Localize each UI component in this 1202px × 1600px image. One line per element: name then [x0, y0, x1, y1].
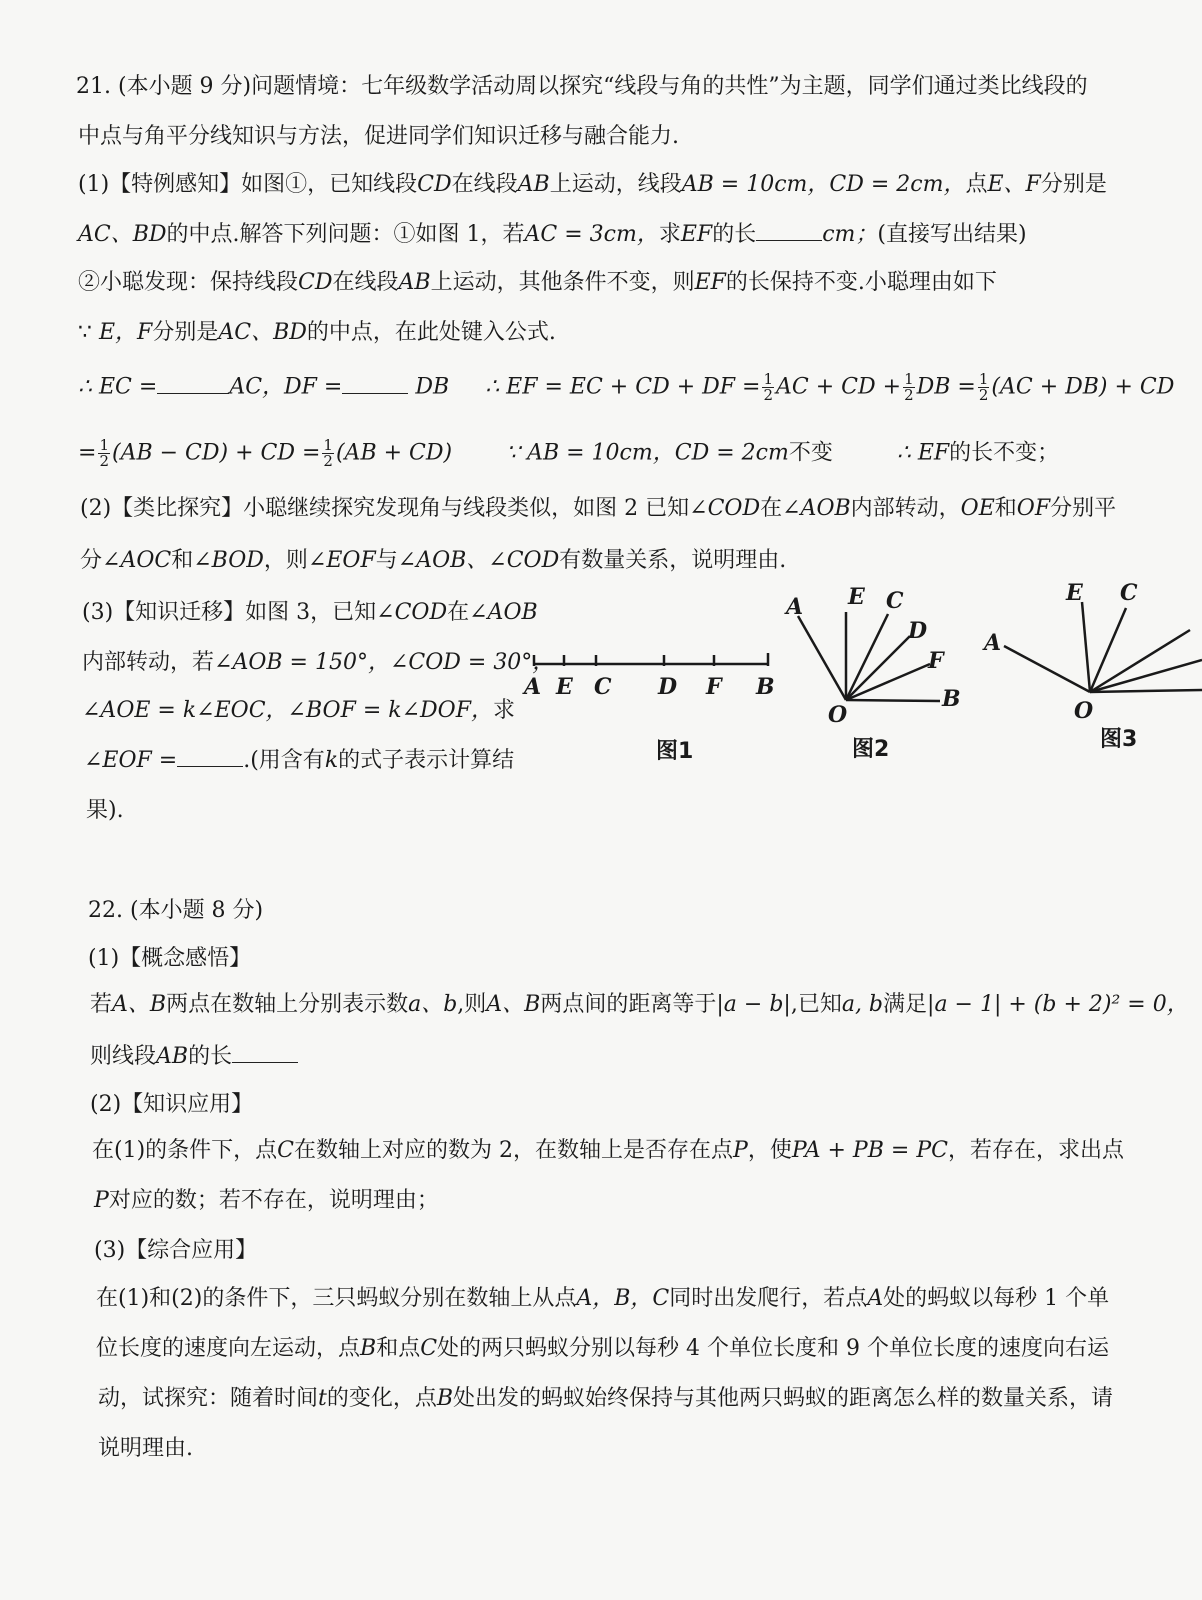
q21-line-15: 果).: [86, 798, 124, 823]
q22-part1-line-2: 则线段AB的长: [90, 1042, 298, 1072]
q22-heading: 22. (本小题 8 分): [88, 898, 264, 923]
q21-line-5: ②小聪发现：保持线段CD在线段AB上运动，其他条件不变，则EF的长保持不变.小聪理由如下: [78, 270, 997, 295]
ray-oe-3: [1082, 602, 1090, 692]
q22-part3-heading: (3)【综合应用】: [94, 1238, 258, 1263]
q22-part2-heading: (2)【知识应用】: [90, 1092, 254, 1117]
q22-part3-line-1: 在(1)和(2)的条件下，三只蚂蚁分别在数轴上从点A，B，C同时出发爬行，若点A处的蚂蚁以每秒 1 个单: [96, 1286, 1110, 1311]
figure-2: [784, 584, 961, 762]
fig1-label-b: B: [756, 674, 775, 700]
fraction-half: $\frac{1}{2}$: [323, 436, 333, 470]
q21-line-3: (1)【特例感知】如图①，已知线段CD在线段AB上运动，线段AB = 10cm，CD = 2cm，点E、F分别是: [78, 172, 1107, 197]
answer-blank: [232, 1042, 298, 1063]
q21-line-9: (2)【类比探究】小聪继续探究发现角与线段类似，如图 2 已知∠COD在∠AOB内部转动，OE和OF分别平: [80, 496, 1117, 521]
q21-line-7: ∴ EC = AC，DF = DB ∴ EF = EC + CD + DF = $\frac{1}{2}$ AC + CD + $\frac{1}{2}$ DB = $\frac{1}{2}$ (AC + DB) + CD: [78, 370, 1175, 404]
ray-oa-3: [1004, 646, 1090, 692]
q21-line-13: ∠AOE = k∠EOC，∠BOF = k∠DOF，求: [82, 698, 515, 723]
fig1-label-c: C: [594, 674, 612, 700]
fig2-label-e: E: [848, 584, 865, 610]
figure-3: [982, 580, 1202, 752]
q22-part1-line-1: 若A、B两点在数轴上分别表示数a、b,则A、B两点间的距离等于|a − b|,已知a, b满足|a − 1| + (b + 2)² = 0，: [90, 992, 1189, 1017]
q22-part3-line-2: 位长度的速度向左运动，点B和点C处的两只蚂蚁分别以每秒 4 个单位长度和 9 个单位长度的速度向右运: [96, 1336, 1110, 1361]
ray-od: [846, 636, 910, 700]
q21-line-11: (3)【知识迁移】如图 3，已知∠COD在∠AOB: [82, 600, 538, 625]
ray-oa: [798, 616, 846, 700]
ray-ob: [846, 700, 940, 701]
ray-oc: [846, 614, 888, 700]
fig2-caption: 图2: [852, 737, 890, 762]
fig1-caption: 图1: [656, 739, 694, 764]
fig3-label-e: E: [1066, 580, 1083, 606]
fig1-label-a: A: [524, 674, 542, 700]
q22-part2-line-1: 在(1)的条件下，点C在数轴上对应的数为 2，在数轴上是否存在点P，使PA + PB = PC，若存在，求出点: [92, 1138, 1124, 1163]
fraction-half: $\frac{1}{2}$: [99, 436, 109, 470]
q21-line-8: = $\frac{1}{2}$ (AB − CD) + CD = $\frac{1}{2}$ (AB + CD) ∵ AB = 10cm，CD = 2cm不变 ∴ EF的长不变；: [78, 436, 1060, 470]
fig2-label-b: B: [942, 686, 961, 712]
fig3-caption: 图3: [1100, 727, 1138, 752]
fig1-label-e: E: [556, 674, 573, 700]
q21-line-14: ∠EOF = .(用含有k的式子表示计算结: [84, 748, 515, 773]
ray-of: [846, 664, 930, 700]
fig2-label-c: C: [886, 588, 904, 614]
q21-line-2: 中点与角平分线知识与方法，促进同学们知识迁移与融合能力.: [78, 124, 679, 149]
ray-ob-3: [1090, 690, 1202, 692]
fraction-half: $\frac{1}{2}$: [978, 370, 989, 404]
q21-line-10: 分∠AOC和∠BOD，则∠EOF与∠AOB、∠COD有数量关系，说明理由.: [80, 548, 787, 573]
q22-part3-line-4: 说明理由.: [98, 1436, 193, 1461]
fig1-label-f: F: [706, 674, 722, 700]
q21-line-1: 21. (本小题 9 分)问题情境：七年级数学活动周以探究“线段与角的共性”为主题，同学们通过类比线段的: [76, 74, 1088, 99]
fig3-label-o: O: [1074, 698, 1094, 724]
ray-od-3: [1090, 630, 1190, 692]
fraction-half: $\frac{1}{2}$: [763, 370, 774, 404]
fig3-label-a: A: [984, 630, 1002, 656]
fig2-label-f: F: [928, 648, 944, 674]
ray-of-3: [1090, 660, 1202, 692]
q21-line-12: 内部转动，若∠AOB = 150°，∠COD = 30°，: [82, 650, 555, 675]
fig2-label-o: O: [828, 702, 848, 728]
fraction-half: $\frac{1}{2}$: [904, 370, 914, 404]
q21-line-4: AC、BD的中点.解答下列问题：①如图 1，若AC = 3cm，求EF的长 cm；(直接写出结果): [78, 222, 1027, 247]
fig1-label-d: D: [658, 674, 678, 700]
q22-part2-line-2: P对应的数；若不存在，说明理由；: [94, 1188, 439, 1213]
q21-line-6: ∵ E，F分别是AC、BD的中点，在此处键入公式.: [78, 320, 556, 345]
fig3-label-c: C: [1120, 580, 1138, 606]
fig2-label-d: D: [908, 618, 928, 644]
fig2-label-a: A: [786, 594, 804, 620]
q22-part1-heading: (1)【概念感悟】: [88, 946, 252, 971]
figure-1: [522, 653, 775, 764]
q22-part3-line-3: 动，试探究：随着时间t的变化，点B处出发的蚂蚁始终保持与其他两只蚂蚁的距离怎么样的数量关系，请: [98, 1386, 1114, 1411]
